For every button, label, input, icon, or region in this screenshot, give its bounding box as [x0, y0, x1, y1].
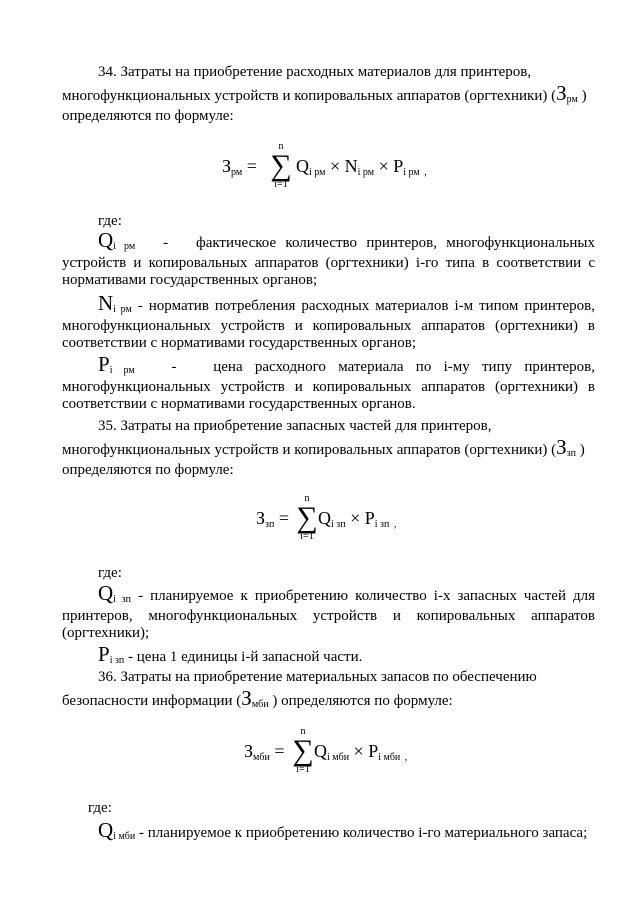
formula-lhs-symbol: З [256, 508, 266, 528]
term-q: Q [296, 156, 309, 176]
formula-comma: , [424, 167, 427, 178]
sum-operator [264, 142, 298, 190]
var-dash: - [138, 588, 144, 604]
where-label: где: [88, 800, 112, 816]
item-34-line-3: определяются по формуле: [62, 108, 234, 124]
formula-equals: = [246, 156, 257, 176]
item-35-line-2-text: многофункциональных устройств и копировальных аппаратов (оргтехники) ( [62, 442, 557, 458]
term-q-sub: i мби [327, 752, 350, 763]
symbol-sub: мби [251, 699, 269, 710]
formula-comma: , [404, 752, 408, 763]
item-34-line-1: 34. Затраты на приобретение расходных материалов для принтеров, [98, 64, 532, 80]
item-34-line-2 [62, 81, 595, 108]
item-34-line-2-text: многофункциональных устройств и копировальных аппаратов (оргтехники) ( [62, 88, 557, 104]
var-description: цена расходного материала по i-му типу принтеров, многофункциональных устройств и копировальных аппаратов (оргтехники) в соответствии с нормативами государственных органов. [62, 359, 595, 412]
var-description: планируемое к приобретению количество i-го материального запаса; [147, 825, 588, 841]
item-35-gde [62, 565, 595, 582]
formula-lhs [244, 741, 284, 763]
item-36-gde [88, 800, 595, 817]
term-n: N [344, 156, 358, 176]
var-description: планируемое к приобретению количество i-х запасных частей для принтеров, многофункциональных устройств и копировальных аппаратов (оргтехники); [62, 588, 596, 641]
sum-upper-limit: n [300, 726, 306, 737]
var-q-zp [62, 581, 596, 642]
where-label: где: [98, 565, 122, 581]
var-q-mbi [62, 818, 595, 845]
formula-z-zp [256, 494, 436, 544]
item-34-line-2-close: ) [581, 88, 587, 104]
sum-upper-limit: n [304, 493, 310, 504]
term-p-sub: i мби [378, 752, 401, 763]
formula-lhs [222, 156, 257, 178]
term-n-sub: i рм [357, 167, 375, 178]
term-p: P [368, 741, 379, 761]
formula-lhs-sub: рм [231, 167, 243, 178]
item-35-intro [62, 418, 595, 479]
item-36-line-2-text: безопасности информации ( [62, 693, 242, 709]
symbol-sub: зп [566, 448, 576, 459]
var-dash: - [128, 649, 134, 665]
term-p-sub: i зп [374, 519, 390, 530]
term-p: P [393, 156, 404, 176]
var-n-rm [62, 291, 595, 352]
formula-z-rm [222, 142, 462, 192]
var-p-rm [62, 352, 595, 413]
var-description: фактическое количество принтеров, многофункциональных устройств и копировальных аппаратов (оргтехники) i-го типа в соответствии с нормативами государственных органов; [62, 235, 596, 288]
sum-lower-limit: i=1 [296, 764, 310, 775]
var-symbol: Q [98, 581, 114, 605]
formula-lhs [256, 508, 289, 530]
item-34-gde [62, 213, 595, 230]
sigma-symbol: ∑ [296, 501, 318, 534]
term-q: Q [318, 508, 331, 528]
item-36-intro [62, 669, 595, 713]
symbol-sub: рм [566, 94, 578, 105]
formula-lhs-symbol: З [244, 741, 254, 761]
var-symbol: Q [98, 818, 114, 842]
var-q-rm [62, 228, 596, 289]
var-dash: - [138, 825, 144, 841]
formula-rhs [318, 508, 396, 530]
term-q-sub: i рм [309, 167, 326, 178]
formula-z-mbi [244, 727, 444, 777]
var-p-zp [62, 642, 595, 669]
symbol-z: З [241, 686, 252, 710]
item-35-line-1: 35. Затраты на приобретение запасных частей для принтеров, [98, 418, 492, 434]
var-dash: - [163, 235, 169, 251]
formula-lhs-symbol: З [222, 156, 232, 176]
formula-lhs-sub: зп [265, 519, 275, 530]
formula-equals: = [278, 508, 289, 528]
symbol-z: З [556, 435, 567, 459]
sigma-symbol: ∑ [292, 734, 314, 767]
item-35-line-2 [62, 435, 595, 462]
item-36-line-2 [62, 686, 595, 713]
var-symbol: P [98, 352, 110, 376]
formula-equals: = [274, 741, 285, 761]
var-sub: i мби [113, 831, 136, 842]
var-dash: - [137, 298, 143, 314]
item-34-intro [62, 64, 595, 125]
var-symbol: N [98, 291, 114, 315]
var-sub: i зп [109, 655, 125, 666]
var-description: цена 1 единицы i-й запасной части. [136, 649, 363, 665]
formula-rhs [314, 741, 407, 763]
term-p: P [364, 508, 375, 528]
var-sub: i рм [113, 304, 132, 315]
term-q: Q [314, 741, 327, 761]
times-symbol: × [378, 156, 389, 176]
times-symbol: × [329, 156, 341, 176]
item-35-line-2-close: ) [579, 442, 585, 458]
times-symbol: × [350, 508, 361, 528]
times-symbol: × [353, 741, 364, 761]
var-symbol: P [98, 642, 110, 666]
var-sub: i рм [113, 241, 136, 252]
symbol-z: З [556, 81, 567, 105]
var-sub: i рм [109, 365, 135, 376]
sum-upper-limit: n [278, 141, 284, 152]
term-p-sub: i рм [403, 167, 420, 178]
var-description: норматив потребления расходных материалов i-м типом принтеров, многофункциональных устройств и копировальных аппаратов (оргтехники) в соответствии с нормативами государственных органов; [62, 298, 595, 351]
item-36-line-1: 36. Затраты на приобретение материальных запасов по обеспечению [98, 669, 537, 685]
var-dash: - [171, 359, 177, 375]
sum-lower-limit: i=1 [300, 531, 314, 542]
term-q-sub: i зп [331, 519, 346, 530]
var-sub: i зп [113, 594, 132, 605]
formula-rhs [296, 156, 427, 178]
formula-lhs-sub: мби [253, 752, 270, 763]
item-36-line-2-close: ) определяются по формуле: [272, 693, 453, 709]
where-label: где: [98, 213, 122, 229]
formula-comma: , [393, 519, 397, 530]
item-35-line-3: определяются по формуле: [62, 462, 234, 478]
sum-lower-limit: i=1 [274, 179, 288, 190]
var-symbol: Q [98, 228, 114, 252]
sigma-symbol: ∑ [270, 149, 292, 182]
